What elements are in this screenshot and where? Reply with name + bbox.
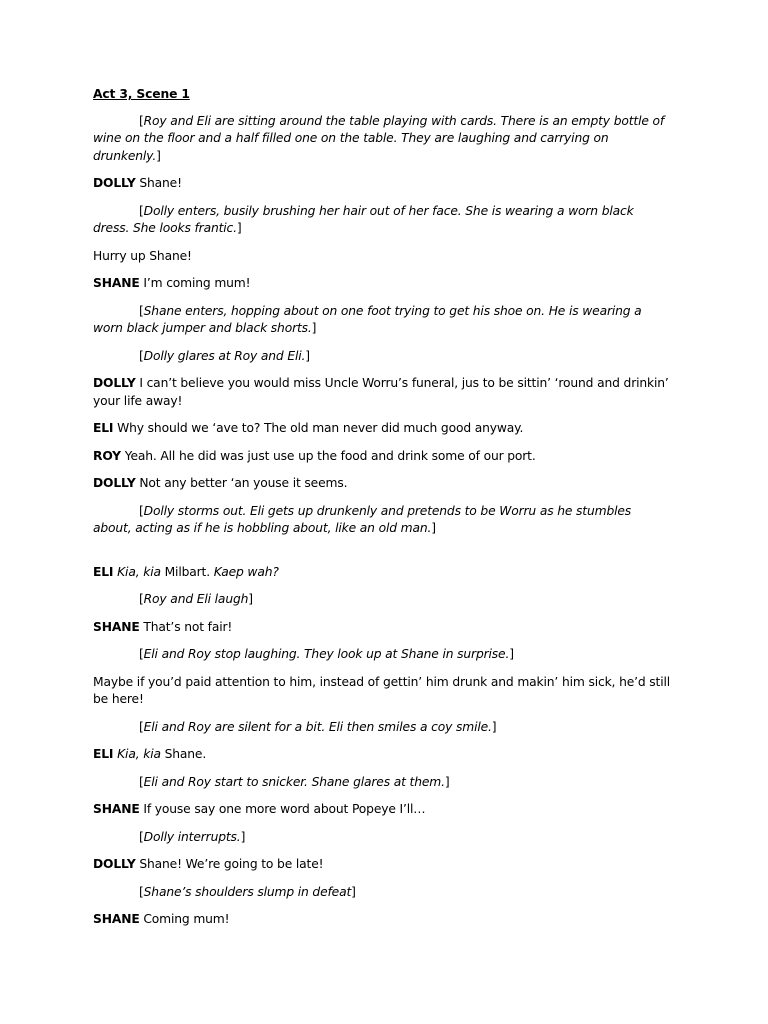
dialogue-text-italic: Kaep wah? <box>213 564 279 579</box>
dialogue-text: Yeah. All he did was just use up the food and drink some of our port. <box>120 448 536 463</box>
stage-direction: [Shane enters, hopping about on one foot trying to get his shoe on. He is wearing a worn black jumper and black shorts.] <box>93 303 642 335</box>
stage-direction-text: Roy and Eli are sitting around the table playing with cards. There is an empty bottle of wine on the floor and a half filled one on the table. They are laughing and carrying on drunkenly. <box>93 113 665 163</box>
dialogue-line <box>93 619 673 637</box>
stage-direction-text: Dolly enters, busily brushing her hair out of her face. She is wearing a worn black dress. She looks frantic. <box>93 203 634 235</box>
dialogue-text: Shane. <box>160 747 207 761</box>
dialogue-line <box>93 175 673 193</box>
dialogue-line <box>93 746 673 764</box>
speaker-name: SHANE <box>93 802 140 816</box>
speaker-name: SHANE <box>93 619 140 634</box>
dialogue-line <box>93 375 673 410</box>
speaker-name: ELI <box>93 564 114 579</box>
dialogue-text: Shane! <box>135 176 182 190</box>
stage-direction: [Roy and Eli laugh] <box>139 592 253 606</box>
speaker-name: ELI <box>93 421 114 435</box>
speaker-name: ROY <box>93 448 121 463</box>
stage-direction-text: Eli and Roy are silent for a bit. Eli then smiles a coy smile. <box>143 719 492 734</box>
dialogue-line <box>93 911 673 929</box>
stage-direction: [Roy and Eli are sitting around the table playing with cards. There is an empty bottle of wine on the floor and a half filled one on the table. They are laughing and carrying on drunkenly.] <box>93 113 665 163</box>
dialogue-line <box>93 564 673 582</box>
dialogue-text: Not any better ‘an youse it seems. <box>135 476 348 490</box>
stage-direction: [Dolly glares at Roy and Eli.] <box>139 348 310 363</box>
stage-direction: [Dolly enters, busily brushing her hair out of her face. She is wearing a worn black dress. She looks frantic.] <box>93 203 634 235</box>
speaker-name: ELI <box>93 747 114 761</box>
script-page <box>93 86 673 939</box>
speaker-name: DOLLY <box>93 476 136 490</box>
dialogue-line <box>93 475 673 493</box>
dialogue-text: Maybe if you’d paid attention to him, instead of gettin’ him drunk and makin’ him sick, he’d still be here! <box>93 674 671 706</box>
stage-direction: [Eli and Roy start to snicker. Shane glares at them.] <box>139 774 450 789</box>
dialogue-text-italic: Kia, kia <box>113 564 161 579</box>
stage-direction: [Dolly storms out. Eli gets up drunkenly and pretends to be Worru as he stumbles about, acting as if he is hobbling about, like an old man.] <box>93 503 632 535</box>
stage-direction: [Eli and Roy stop laughing. They look up at Shane in surprise.] <box>139 647 514 661</box>
dialogue-line <box>93 674 673 709</box>
speaker-name: DOLLY <box>93 176 136 190</box>
scene-heading: Act 3, Scene 1 <box>93 87 190 101</box>
stage-direction: [Dolly interrupts.] <box>139 829 246 844</box>
dialogue-text: Why should we ‘ave to? The old man never did much good anyway. <box>113 421 524 435</box>
dialogue-text: Milbart. <box>160 564 214 579</box>
stage-direction-text: Dolly glares at Roy and Eli. <box>143 348 306 363</box>
dialogue-line <box>93 801 673 819</box>
dialogue-text: I can’t believe you would miss Uncle Worru’s funeral, jus to be sittin’ ‘round and drinkin’ your life away! <box>93 376 669 408</box>
stage-direction: [Shane’s shoulders slump in defeat] <box>139 884 356 899</box>
dialogue-line <box>93 275 673 293</box>
stage-direction-text: Shane enters, hopping about on one foot trying to get his shoe on. He is wearing a worn black jumper and black shorts. <box>93 303 642 335</box>
stage-direction-text: Roy and Eli laugh <box>143 592 249 606</box>
stage-direction-text: Eli and Roy start to snicker. Shane glares at them. <box>143 774 445 789</box>
dialogue-line <box>93 248 673 266</box>
speaker-name: SHANE <box>93 276 140 290</box>
dialogue-line <box>93 856 673 874</box>
dialogue-text: If youse say one more word about Popeye I’ll… <box>139 802 426 816</box>
dialogue-text: I’m coming mum! <box>139 276 251 290</box>
stage-direction-text: Dolly storms out. Eli gets up drunkenly and pretends to be Worru as he stumbles about, acting as if he is hobbling about, like an old man. <box>93 503 632 535</box>
speaker-name: SHANE <box>93 912 140 926</box>
stage-direction: [Eli and Roy are silent for a bit. Eli then smiles a coy smile.] <box>139 719 497 734</box>
dialogue-text: Coming mum! <box>139 912 230 926</box>
speaker-name: DOLLY <box>93 376 136 390</box>
dialogue-text: Hurry up Shane! <box>93 248 192 263</box>
dialogue-text: That’s not fair! <box>139 619 233 634</box>
dialogue-text: Shane! We’re going to be late! <box>135 857 324 871</box>
stage-direction-text: Eli and Roy stop laughing. They look up at Shane in surprise. <box>143 647 510 661</box>
stage-direction-text: Dolly interrupts. <box>143 829 241 844</box>
speaker-name: DOLLY <box>93 857 136 871</box>
dialogue-line <box>93 448 673 466</box>
dialogue-text-italic: Kia, kia <box>113 747 161 761</box>
stage-direction-text: Shane’s shoulders slump in defeat <box>143 884 352 899</box>
dialogue-line <box>93 420 673 438</box>
